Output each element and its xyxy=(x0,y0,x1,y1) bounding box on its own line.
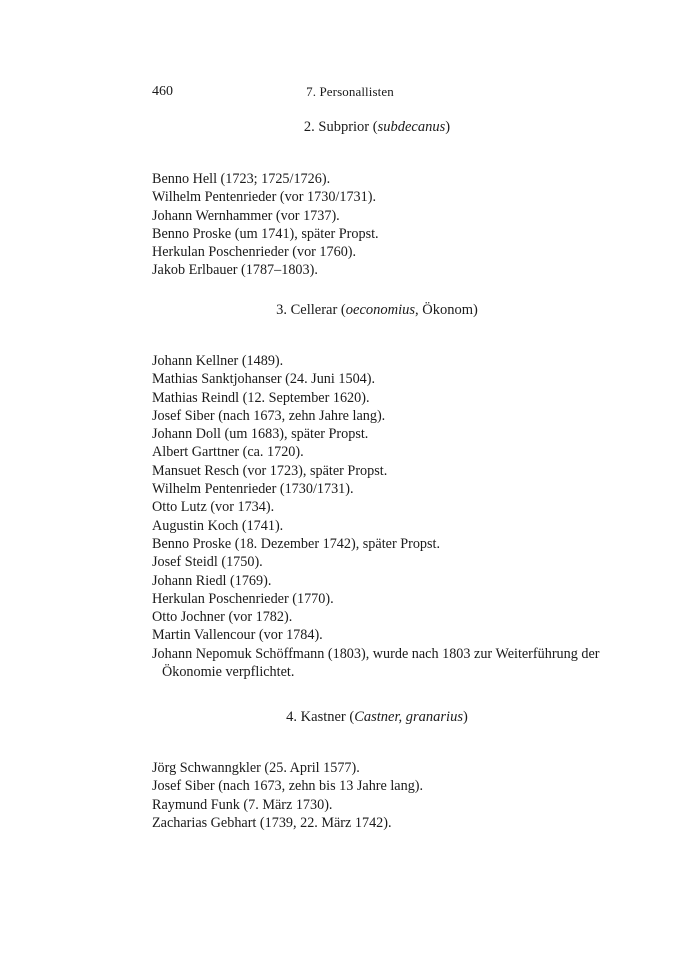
running-head: 7. Personallisten xyxy=(306,84,394,99)
section-cellerar xyxy=(152,301,602,681)
list-item: Wilhelm Pentenrieder (1730/1731). xyxy=(152,481,354,498)
page-number: 460 xyxy=(152,84,173,99)
heading-prefix: 2. Subprior ( xyxy=(303,119,378,135)
list-item: Johann Doll (um 1683), später Propst. xyxy=(152,426,369,443)
list-item: Josef Steidl (1750). xyxy=(152,554,263,571)
list-item: Raymund Funk (7. März 1730). xyxy=(152,796,333,813)
entry-list xyxy=(152,352,602,681)
heading-prefix: 3. Cellerar ( xyxy=(276,302,346,318)
section-heading xyxy=(152,301,602,319)
list-item: Zacharias Gebhart (1739, 22. März 1742). xyxy=(152,814,392,831)
list-item: Herkulan Poschenrieder (1770). xyxy=(152,590,334,607)
list-item: Jörg Schwanngkler (25. April 1577). xyxy=(152,760,360,776)
list-item: Benno Hell (1723; 1725/1726). xyxy=(152,171,331,187)
list-item: Josef Siber (nach 1673, zehn bis 13 Jahre lang). xyxy=(152,778,424,795)
entry-list xyxy=(152,759,602,832)
heading-latin: oeconomius xyxy=(345,302,416,318)
list-item: Mathias Reindl (12. September 1620). xyxy=(152,389,370,406)
list-item: Johann Riedl (1769). xyxy=(152,572,272,589)
section-kastner xyxy=(152,708,602,832)
list-item: Benno Proske (18. Dezember 1742), später Propst. xyxy=(152,535,441,552)
list-item: Johann Kellner (1489). xyxy=(152,353,284,369)
list-item: Josef Siber (nach 1673, zehn Jahre lang). xyxy=(152,407,386,424)
list-item: Otto Jochner (vor 1782). xyxy=(152,609,293,626)
heading-suffix: ) xyxy=(445,119,451,135)
list-item: Benno Proske (um 1741), später Propst. xyxy=(152,225,379,242)
section-heading xyxy=(152,118,602,136)
heading-prefix: 4. Kastner ( xyxy=(286,709,355,725)
list-item: Mansuet Resch (vor 1723), später Propst. xyxy=(152,462,388,479)
list-item: Johann Nepomuk Schöffmann (1803), wurde nach 1803 zur Weiterführung der Ökonomie verpflichtet. xyxy=(152,645,600,681)
heading-suffix: , Ökonom) xyxy=(415,302,478,318)
list-item: Herkulan Poschenrieder (vor 1760). xyxy=(152,244,357,261)
section-subprior xyxy=(152,118,602,280)
list-item: Wilhelm Pentenrieder (vor 1730/1731). xyxy=(152,189,377,206)
list-item: Jakob Erlbauer (1787–1803). xyxy=(152,262,318,279)
list-item: Martin Vallencour (vor 1784). xyxy=(152,627,323,644)
heading-suffix: ) xyxy=(462,709,468,725)
section-heading xyxy=(152,708,602,726)
list-item: Augustin Koch (1741). xyxy=(152,517,284,534)
entry-list xyxy=(152,170,602,280)
heading-latin: subdecanus xyxy=(377,119,446,135)
list-item: Mathias Sanktjohanser (24. Juni 1504). xyxy=(152,371,376,388)
list-item: Johann Wernhammer (vor 1737). xyxy=(152,207,340,224)
list-item: Otto Lutz (vor 1734). xyxy=(152,499,275,516)
heading-latin: Castner, granarius xyxy=(354,709,463,725)
list-item: Albert Garttner (ca. 1720). xyxy=(152,444,304,461)
